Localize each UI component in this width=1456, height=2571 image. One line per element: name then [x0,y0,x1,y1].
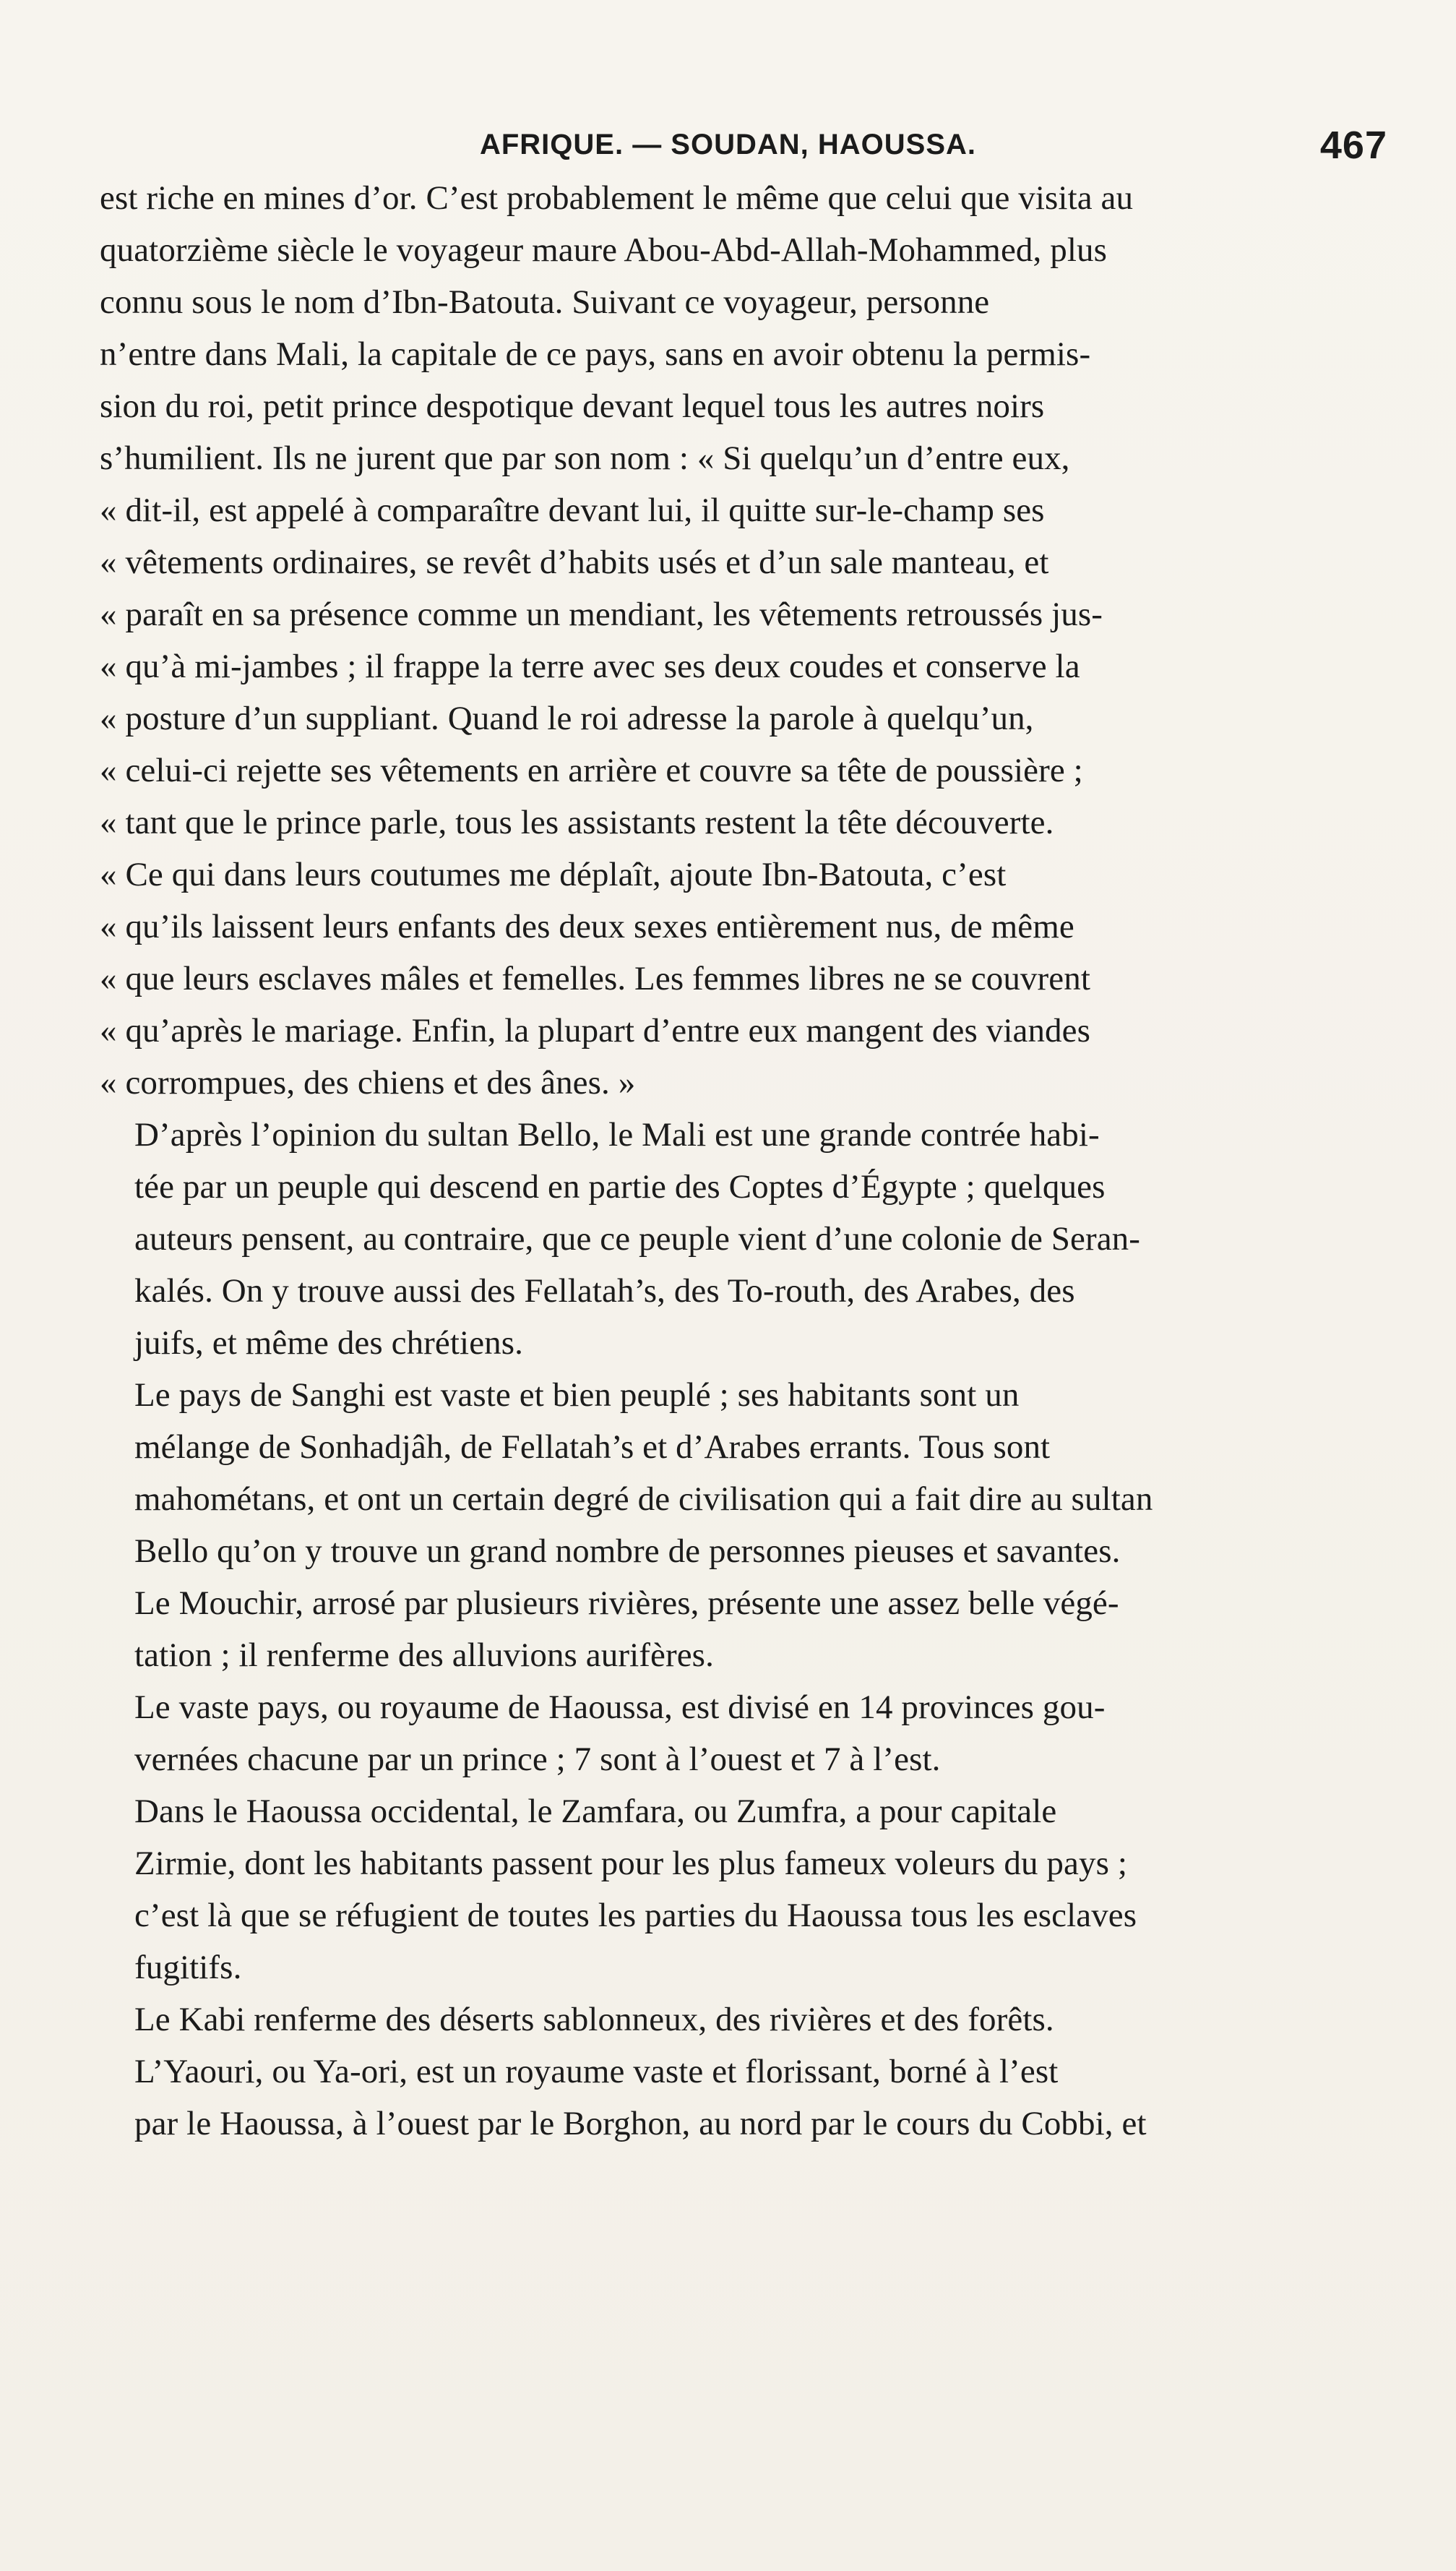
text-line: « qu’ils laissent leurs enfants des deux sexes entièrement nus, de même [100,908,1074,945]
paragraph-6 [100,1785,1387,1993]
text-line: « posture d’un suppliant. Quand le roi adresse la parole à quelqu’un, [100,700,1034,737]
text-line: par le Haoussa, à l’ouest par le Borghon, au nord par le cours du Cobbi, et [134,2105,1147,2142]
paragraph-3 [100,1369,1387,1577]
text-line: « vêtements ordinaires, se revêt d’habits usés et d’un sale manteau, et [100,544,1049,581]
text-line: « qu’après le mariage. Enfin, la plupart d’entre eux mangent des viandes [100,1012,1091,1050]
text-line: tation ; il renferme des alluvions aurifères. [134,1636,714,1674]
text-line: c’est là que se réfugient de toutes les parties du Haoussa tous les esclaves [134,1897,1137,1934]
text-line: Le Mouchir, arrosé par plusieurs rivières, présente une assez belle végé- [134,1584,1119,1622]
text-line: Dans le Haoussa occidental, le Zamfara, ou Zumfra, a pour capitale [134,1793,1057,1830]
running-title: AFRIQUE. — SOUDAN, HAOUSSA. [479,129,977,160]
paragraph-4 [100,1577,1387,1681]
text-line: Le vaste pays, ou royaume de Haoussa, est divisé en 14 provinces gou- [134,1688,1106,1726]
text-line: est riche en mines d’or. C’est probablement le même que celui que visita au [100,179,1134,217]
text-line: Bello qu’on y trouve un grand nombre de personnes pieuses et savantes. [134,1532,1121,1570]
text-line: fugitifs. [134,1949,242,1986]
text-line: auteurs pensent, au contraire, que ce peuple vient d’une colonie de Seran- [134,1220,1141,1258]
paragraph-7 [100,1993,1387,2046]
text-line: « paraît en sa présence comme un mendiant, les vêtements retroussés jus- [100,596,1103,633]
text-line: « corrompues, des chiens et des ânes. » [100,1064,636,1102]
paragraph-5 [100,1681,1387,1785]
text-line: « celui-ci rejette ses vêtements en arrière et couvre sa tête de poussière ; [100,752,1083,789]
paragraph-2 [100,1109,1387,1369]
paragraph-8 [100,2046,1387,2150]
text-line: mélange de Sonhadjâh, de Fellatah’s et d’Arabes errants. Tous sont [134,1428,1051,1466]
text-line: s’humilient. Ils ne jurent que par son nom : « Si quelqu’un d’entre eux, [100,439,1070,477]
text-line: mahométans, et ont un certain degré de civilisation qui a fait dire au sultan [134,1480,1153,1518]
text-line: « qu’à mi-jambes ; il frappe la terre avec ses deux coudes et conserve la [100,648,1080,685]
page-number: 467 [1319,124,1387,167]
text-line: « dit-il, est appelé à comparaître devant lui, il quitte sur-le-champ ses [100,492,1045,529]
text-line: Le pays de Sanghi est vaste et bien peuplé ; ses habitants sont un [134,1376,1020,1414]
page-content [100,166,1387,2517]
text-line: sion du roi, petit prince despotique devant lequel tous les autres noirs [100,387,1045,425]
text-line: connu sous le nom d’Ibn-Batouta. Suivant ce voyageur, personne [100,283,990,321]
text-line: « Ce qui dans leurs coutumes me déplaît, ajoute Ibn-Batouta, c’est [100,856,1007,893]
text-line: Zirmie, dont les habitants passent pour les plus fameux voleurs du pays ; [134,1845,1127,1882]
text-line: « tant que le prince parle, tous les assistants restent la tête découverte. [100,804,1054,841]
paragraph-1 [100,172,1387,1109]
text-line: quatorzième siècle le voyageur maure Abou-Abd-Allah-Mohammed, plus [100,231,1107,269]
text-line: D’après l’opinion du sultan Bello, le Mali est une grande contrée habi- [134,1116,1100,1154]
text-line: L’Yaouri, ou Ya-ori, est un royaume vaste et florissant, borné à l’est [134,2053,1059,2090]
text-line: juifs, et même des chrétiens. [134,1324,524,1362]
text-line: kalés. On y trouve aussi des Fellatah’s, des To-routh, des Arabes, des [134,1272,1075,1310]
text-line: tée par un peuple qui descend en partie des Coptes d’Égypte ; quelques [134,1168,1106,1206]
text-line: Le Kabi renferme des déserts sablonneux, des rivières et des forêts. [134,2001,1054,2038]
text-line: « que leurs esclaves mâles et femelles. Les femmes libres ne se couvrent [100,960,1091,997]
text-line: vernées chacune par un prince ; 7 sont à l’ouest et 7 à l’est. [134,1741,941,1778]
text-line: n’entre dans Mali, la capitale de ce pays, sans en avoir obtenu la permis- [100,335,1091,373]
